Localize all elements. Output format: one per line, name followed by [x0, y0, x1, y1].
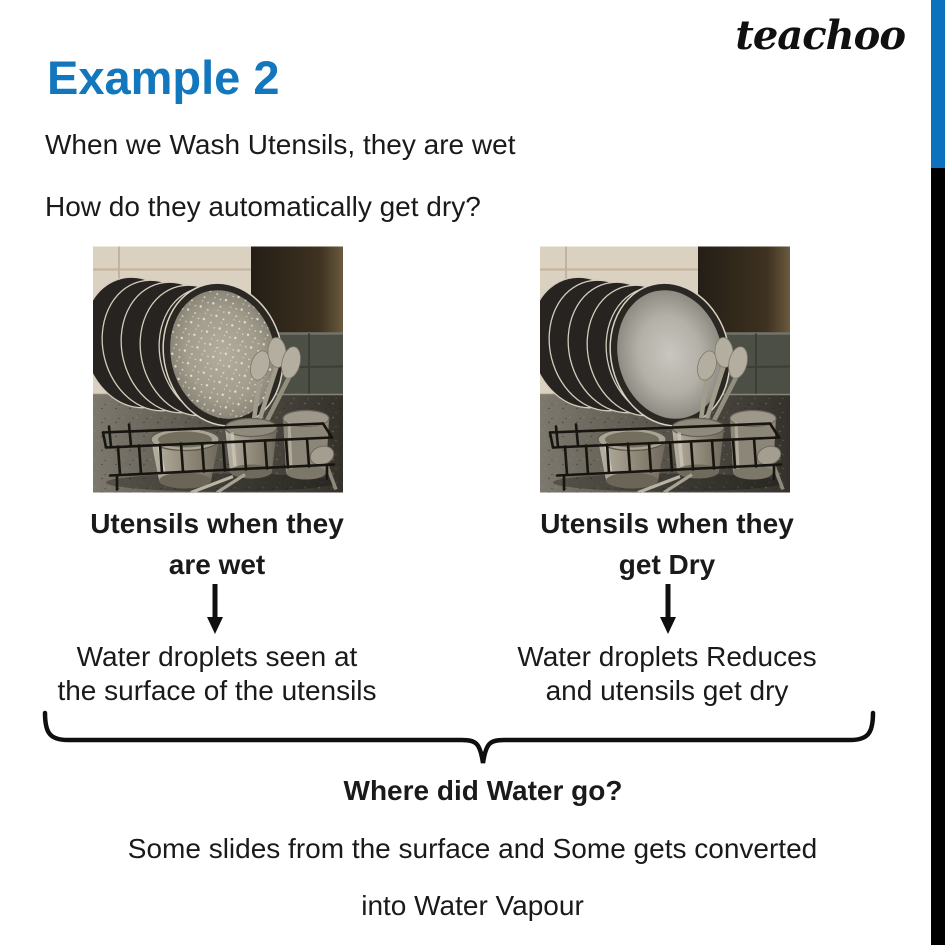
- desc-wet-line-1: Water droplets seen at: [76, 641, 358, 672]
- accent-bar-black: [931, 168, 945, 945]
- down-arrow-icon: [660, 582, 676, 634]
- down-arrow-icon: [207, 582, 223, 634]
- desc-wet: [37, 640, 397, 708]
- desc-dry-line-2: and utensils get dry: [545, 675, 789, 706]
- accent-bar-blue: [931, 0, 945, 168]
- desc-dry: [487, 640, 847, 708]
- caption-wet-line-1: Utensils when they: [90, 508, 344, 539]
- conclusion-line-1: Some slides from the surface and Some gets converted: [127, 833, 818, 864]
- page-title: Example 2: [47, 51, 280, 104]
- caption-wet: [57, 503, 377, 585]
- teachoo-logo: teachoo: [735, 12, 905, 59]
- caption-dry-line-1: Utensils when they: [540, 508, 794, 539]
- curly-brace-icon: [0, 705, 945, 777]
- wet-utensils-photo: [93, 246, 343, 493]
- caption-dry-line-2: get Dry: [618, 549, 716, 580]
- conclusion-line-2: into Water Vapour: [361, 890, 584, 921]
- caption-dry: [507, 503, 827, 585]
- caption-wet-line-2: are wet: [168, 549, 266, 580]
- desc-wet-line-2: the surface of the utensils: [57, 675, 377, 706]
- wet-utensils-illustration: [93, 246, 343, 493]
- intro-line-2: How do they automatically get dry?: [45, 191, 481, 222]
- desc-dry-line-1: Water droplets Reduces: [517, 641, 817, 672]
- intro-line-1: When we Wash Utensils, they are wet: [45, 129, 516, 160]
- conclusion-question: Where did Water go?: [343, 775, 623, 806]
- dry-utensils-photo: [540, 246, 790, 493]
- dry-utensils-illustration: [540, 246, 790, 493]
